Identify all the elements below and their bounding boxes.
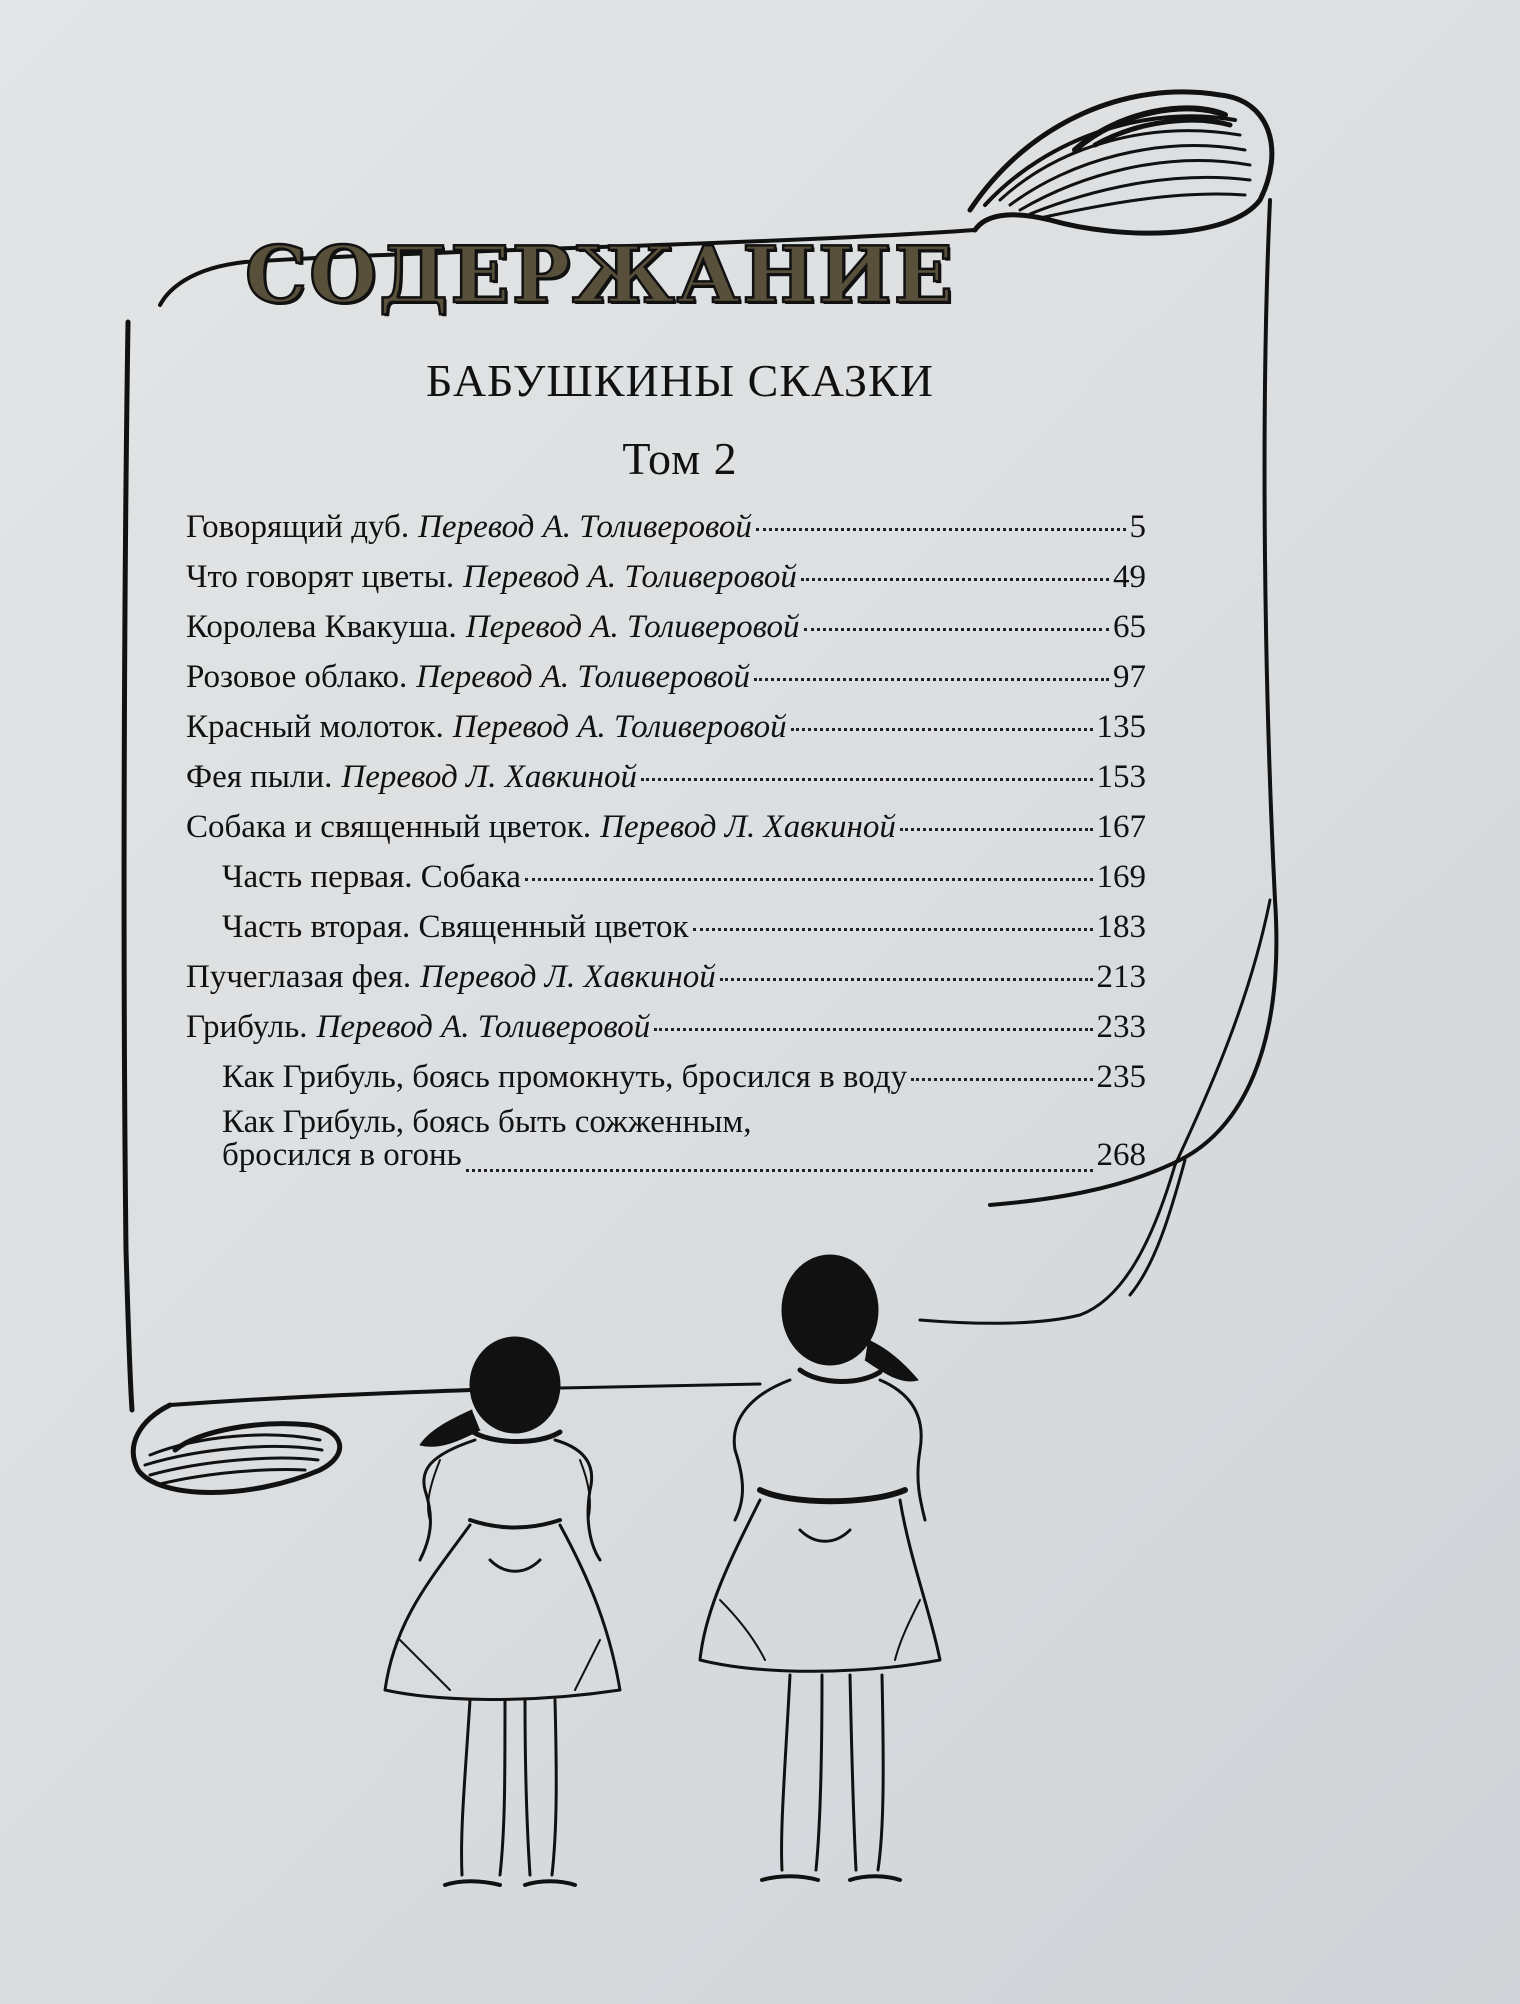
toc-entry-page: 183 <box>1096 909 1146 945</box>
girl-left-illustration <box>385 1337 620 1885</box>
toc-entry <box>186 700 1146 750</box>
toc-entry-page: 213 <box>1096 959 1146 995</box>
table-of-contents <box>186 500 1146 1178</box>
toc-entry-page: 97 <box>1113 659 1146 695</box>
toc-entry-title: Как Грибуль, боясь промокнуть, бросился в воду <box>222 1059 908 1095</box>
toc-entry-page: 49 <box>1113 559 1146 595</box>
toc-entry-page: 268 <box>1096 1137 1146 1173</box>
toc-leader-dots <box>791 694 1093 731</box>
toc-entry-page: 153 <box>1096 759 1146 795</box>
toc-entry-translator: Перевод Л. Хавкиной <box>341 759 638 795</box>
toc-entry-page: 65 <box>1113 609 1146 645</box>
girl-right-illustration <box>700 1255 940 1880</box>
scroll-bottom-curl <box>133 1405 339 1493</box>
toc-entry-title: Королева Квакуша. <box>186 609 457 645</box>
toc-entry-title-line1: Как Грибуль, боясь быть сожженным, <box>222 1104 752 1140</box>
volume-label: Том 2 <box>622 433 738 484</box>
toc-entry <box>186 950 1146 1000</box>
toc-leader-dots <box>641 744 1092 781</box>
toc-entry-title: Часть первая. Собака <box>222 859 521 895</box>
toc-entry-title: Часть вторая. Священный цветок <box>222 909 689 945</box>
toc-subentry <box>186 1100 1146 1178</box>
toc-subentry <box>186 900 1146 950</box>
book-title: БАБУШКИНЫ СКАЗКИ <box>426 355 934 406</box>
toc-entry <box>186 1000 1146 1050</box>
toc-entry-page: 135 <box>1096 709 1146 745</box>
toc-entry-title: Грибуль. <box>186 1009 308 1045</box>
toc-entry <box>186 500 1146 550</box>
toc-leader-dots <box>911 1044 1092 1081</box>
toc-subentry <box>186 850 1146 900</box>
toc-leader-dots <box>720 944 1093 981</box>
toc-leader-dots <box>693 894 1093 931</box>
toc-entry-title: Красный молоток. <box>186 709 444 745</box>
scroll-top-curl <box>970 92 1272 233</box>
toc-leader-dots <box>466 1135 1093 1172</box>
toc-entry-title: Что говорят цветы. <box>186 559 455 595</box>
toc-leader-dots <box>525 844 1093 881</box>
toc-entry-translator: Перевод А. Толиверовой <box>452 709 787 745</box>
toc-leader-dots <box>804 594 1109 631</box>
toc-entry-title: Говорящий дуб. <box>186 509 410 545</box>
toc-entry <box>186 750 1146 800</box>
toc-entry <box>186 800 1146 850</box>
toc-leader-dots <box>654 994 1092 1031</box>
toc-entry <box>186 550 1146 600</box>
toc-entry-page: 5 <box>1129 509 1146 545</box>
toc-entry-title-line2: бросился в огонь <box>222 1137 462 1173</box>
toc-leader-dots <box>900 794 1093 831</box>
toc-entry-page: 169 <box>1096 859 1146 895</box>
toc-entry <box>186 600 1146 650</box>
toc-entry-translator: Перевод А. Толиверовой <box>416 659 751 695</box>
toc-entry-translator: Перевод А. Толиверовой <box>316 1009 651 1045</box>
page-title: СОДЕРЖАНИЕ <box>244 230 956 321</box>
toc-entry-page: 233 <box>1096 1009 1146 1045</box>
toc-entry-translator: Перевод Л. Хавкиной <box>600 809 896 845</box>
toc-subentry <box>186 1050 1146 1100</box>
toc-leader-dots <box>801 544 1109 581</box>
toc-entry-translator: Перевод А. Толиверовой <box>418 509 752 545</box>
toc-entry-title: Фея пыли. <box>186 759 333 795</box>
toc-entry-translator: Перевод А. Толиверовой <box>465 609 800 645</box>
toc-entry-translator: Перевод А. Толиверовой <box>463 559 797 595</box>
toc-leader-dots <box>754 644 1109 681</box>
toc-entry-page: 167 <box>1096 809 1146 845</box>
toc-entry-title: Пучеглазая фея. <box>186 959 412 995</box>
toc-entry-title: Собака и священный цветок. <box>186 809 592 845</box>
toc-leader-dots <box>756 494 1126 531</box>
toc-entry-translator: Перевод Л. Хавкиной <box>420 959 716 995</box>
toc-entry-title: Розовое облако. <box>186 659 408 695</box>
toc-entry <box>186 650 1146 700</box>
toc-entry-page: 235 <box>1096 1059 1146 1095</box>
